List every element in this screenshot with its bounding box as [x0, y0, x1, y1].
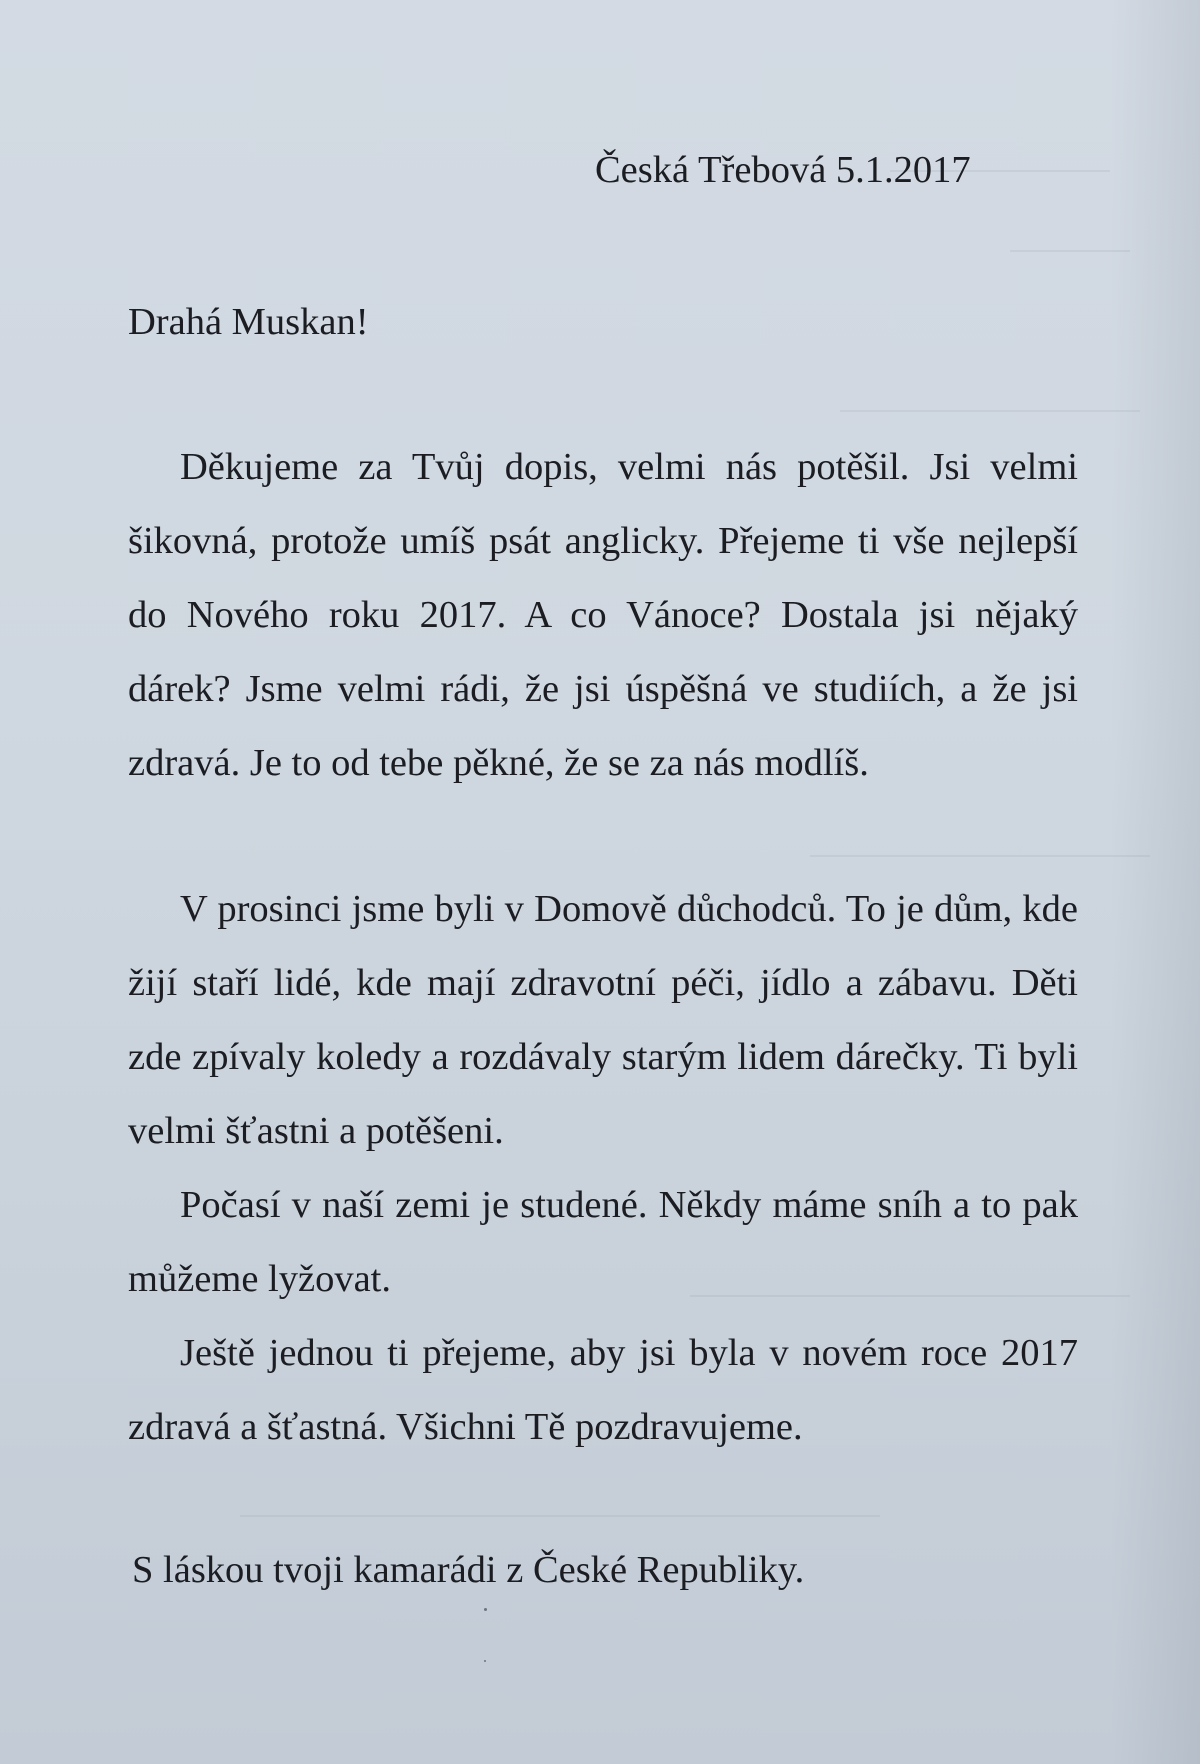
- letter-closing: S láskou tvoji kamarádi z České Republiky.: [132, 1549, 805, 1591]
- page-shadow: [1110, 0, 1200, 1764]
- letter-salutation: Drahá Muskan!: [128, 301, 369, 343]
- letter-date: Česká Třebová 5.1.2017: [595, 149, 971, 191]
- show-through-line: [1010, 230, 1130, 252]
- letter-paragraph-1: Děkujeme za Tvůj dopis, velmi nás potěšil. Jsi velmi šikovná, protože umíš psát anglicky. Přejeme ti vše nejlepší do Nového roku 2017. A co Vánoce? Dostala jsi nějaký dárek? Jsme velmi rádi, že jsi úspěšná ve studiích, a že jsi zdravá. Je to od tebe pěkné, že se za nás modlíš.: [128, 446, 1078, 784]
- show-through-line: [840, 390, 1140, 412]
- paper-speck: [484, 1660, 486, 1662]
- paper-speck: [484, 1608, 487, 1611]
- letter-paragraph-2: V prosinci jsme byli v Domově důchodců. To je dům, kde žijí staří lidé, kde mají zdravotní péči, jídlo a zábavu. Děti zde zpívaly koledy a rozdávaly starým lidem dárečky. Ti byli velmi šťastni a potěšeni.: [128, 888, 1078, 1152]
- show-through-line: [810, 835, 1150, 857]
- letter-paragraph-3: Počasí v naší zemi je studené. Někdy máme sníh a to pak můžeme lyžovat.: [128, 1184, 1078, 1300]
- show-through-line: [240, 1495, 880, 1517]
- letter-paragraph-4: Ještě jednou ti přejeme, aby jsi byla v novém roce 2017 zdravá a šťastná. Všichni Tě pozdravujeme.: [128, 1332, 1078, 1448]
